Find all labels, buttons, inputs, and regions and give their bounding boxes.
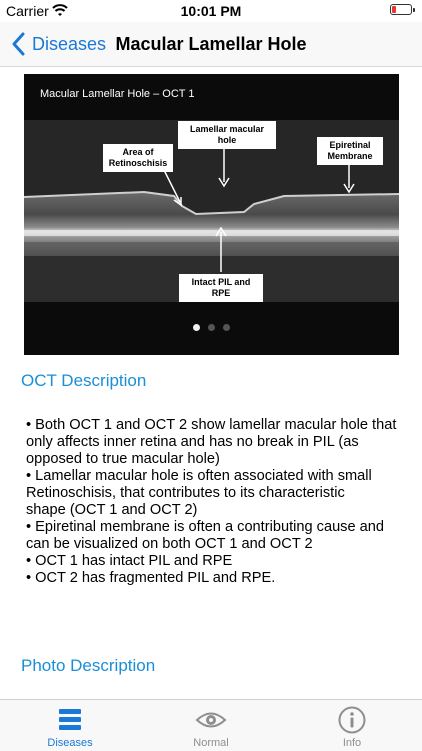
description-line: Retinoschisis, that contributes to its characteristic — [26, 485, 345, 501]
tab-label: Normal — [193, 737, 229, 749]
description-line: • OCT 2 has fragmented PIL and RPE. — [26, 570, 276, 586]
tab-info[interactable] — [282, 700, 422, 751]
navigation-bar — [0, 22, 422, 67]
description-line: • Epiretinal membrane is often a contributing cause and — [26, 519, 384, 535]
description-line: opposed to true macular hole) — [26, 451, 220, 467]
eye-icon — [195, 706, 227, 734]
description-line: • Lamellar macular hole is often associated with small — [26, 468, 372, 484]
description-line: • Both OCT 1 and OCT 2 show lamellar macular hole that — [26, 417, 397, 433]
photo-description-heading: Photo Description — [21, 656, 156, 675]
description-line: shape (OCT 1 and OCT 2) — [26, 502, 198, 518]
label-retinoschisis: Area of Retinoschisis — [103, 144, 173, 172]
oct-scan-image — [24, 74, 399, 355]
page-indicator[interactable] — [24, 324, 399, 331]
battery-icon — [390, 4, 412, 15]
page-dot[interactable] — [223, 324, 230, 331]
label-epiretinal-membrane: Epiretinal Membrane — [317, 137, 383, 165]
oct-description-heading: OCT Description — [21, 371, 147, 390]
oct-description-text — [26, 417, 398, 587]
page-dot[interactable] — [208, 324, 215, 331]
back-button-label: Diseases — [32, 33, 107, 54]
description-line: only affects inner retina and has no break in PIL (as — [26, 434, 359, 450]
image-carousel[interactable] — [24, 74, 399, 355]
carousel-caption: Macular Lamellar Hole – OCT 1 — [40, 88, 195, 100]
description-line: can be visualized on both OCT 1 and OCT 2 — [26, 536, 313, 552]
label-lamellar-hole: Lamellar macular hole — [178, 121, 276, 149]
tab-normal[interactable] — [141, 700, 281, 751]
label-intact-pil: Intact PIL and RPE — [179, 274, 263, 302]
page-dot[interactable] — [193, 324, 200, 331]
tab-bar — [0, 699, 422, 751]
carrier-name: Carrier — [6, 3, 49, 19]
tab-label: Info — [342, 737, 362, 749]
info-icon — [336, 706, 368, 734]
tab-diseases[interactable] — [0, 700, 140, 751]
page-title: Macular Lamellar Hole — [115, 34, 307, 54]
status-bar — [0, 0, 422, 22]
description-line: • OCT 1 has intact PIL and RPE — [26, 553, 233, 569]
tab-label: Diseases — [47, 737, 93, 749]
list-icon — [54, 706, 86, 734]
status-time: 10:01 PM — [180, 3, 242, 19]
